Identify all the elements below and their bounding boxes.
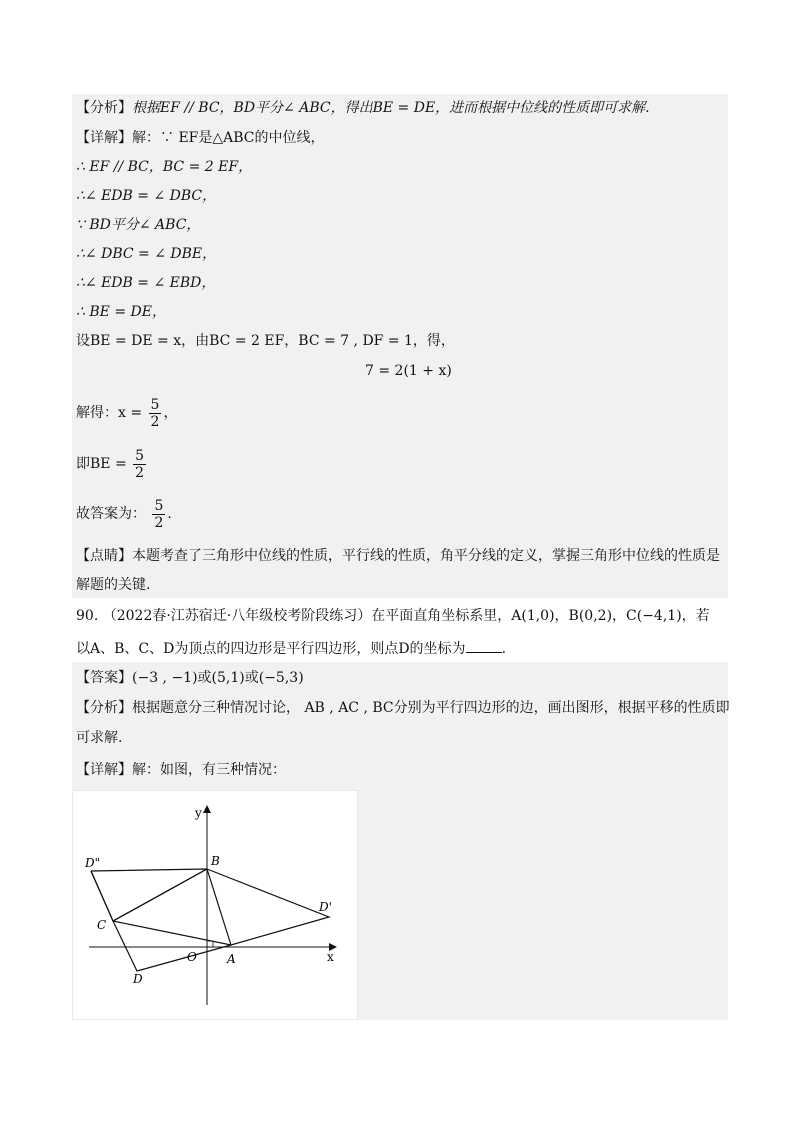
parallelogram-d1 [113, 869, 329, 945]
solve-prefix: 解得：x = [76, 405, 143, 421]
comment-line-1 [76, 546, 720, 566]
be-fraction [133, 448, 146, 481]
answer-prefix: 故答案为： [76, 506, 146, 522]
be-num: 5 [135, 447, 145, 464]
analysis-line [76, 98, 650, 118]
question-number: 90. [76, 608, 99, 624]
be-line [76, 447, 148, 481]
label-d: D [133, 972, 143, 986]
question-90-line-2 [76, 638, 506, 659]
label-b: B [211, 854, 220, 868]
label-c: C [97, 918, 107, 932]
comment-text-1: 本题考查了三角形中位线的性质，平行线的性质，角平分线的定义，掌握三角形中位线的性质是 [132, 548, 720, 564]
parallelogram-d2 [91, 869, 207, 921]
question-text-2-end: . [501, 641, 507, 657]
analysis-90-tag: 【分析】 [76, 700, 132, 716]
answer-fraction [152, 498, 165, 531]
question-90-line-1 [76, 606, 710, 626]
detail-intro: 解：∵ EF是△ABC的中位线， [132, 130, 325, 146]
answer-num: 5 [154, 497, 164, 514]
detail-tag: 【详解】 [76, 130, 132, 146]
proof-step: ∴∠ EDB = ∠ EBD， [76, 275, 216, 291]
solve-line [76, 396, 177, 430]
answer-suffix: . [167, 506, 172, 522]
label-a: A [227, 952, 236, 966]
be-prefix: 即BE = [76, 456, 127, 472]
equation: 7 = 2(1 + x) [365, 363, 452, 379]
analysis-tag: 【分析】 [76, 100, 132, 116]
origin-marker [207, 941, 213, 947]
proof-step: ∵ BD平分∠ ABC， [76, 217, 201, 233]
label-o: O [187, 950, 197, 964]
analysis-90-line-1 [76, 698, 730, 718]
question-text-1: 在平面直角坐标系里，A(1,0)，B(0,2)，C(−4,1)，若 [371, 608, 710, 624]
proof-step: ∴∠ DBC = ∠ DBE， [76, 246, 217, 262]
label-d-double-prime: D" [85, 856, 101, 870]
comment-tag: 【点睛】 [76, 548, 132, 564]
answer-line [76, 497, 172, 531]
comment-line-2: 解题的关键. [76, 577, 151, 593]
answer-text: (−3 , −1)或(5,1)或(−5,3) [132, 670, 304, 686]
be-den: 2 [135, 464, 145, 481]
question-source: （2022春·江苏宿迁·八年级校考阶段练习） [102, 608, 372, 624]
label-y: y [195, 806, 202, 820]
parallelogram-abcd [113, 869, 231, 971]
proof-step: ∴ EF // BC，BC = 2 EF， [76, 159, 253, 175]
solve-suffix: ， [163, 405, 178, 421]
parallelogram-figure [72, 790, 358, 1020]
proof-step: ∴∠ EDB = ∠ DBC， [76, 188, 217, 204]
question-text-2: 以A、B、C、D为顶点的四边形是平行四边形，则点D的坐标为 [76, 641, 466, 657]
label-d-prime: D' [319, 900, 332, 914]
solve-fraction [149, 397, 162, 430]
analysis-90-text-1: 根据题意分三种情况讨论， AB , AC , BC分别为平行四边形的边，画出图形，根据平移的性质即 [132, 700, 730, 716]
coordinate-diagram [73, 791, 357, 1019]
solve-den: 2 [150, 413, 160, 430]
detail-90-tag: 【详解】 [76, 762, 132, 778]
label-x: x [327, 950, 334, 964]
analysis-90-line-2: 可求解. [76, 730, 123, 746]
detail-intro-line [76, 128, 325, 148]
segment-d2-c [91, 871, 113, 921]
detail-90-text: 解：如图，有三种情况： [132, 762, 286, 778]
analysis-text: 根据EF // BC，BD平分∠ ABC，得出BE = DE，进而根据中位线的性质即可求解. [132, 100, 650, 116]
answer-90-line [76, 668, 304, 688]
proof-step: ∴ BE = DE， [76, 304, 166, 320]
answer-blank [466, 638, 502, 653]
proof-step: 设BE = DE = x，由BC = 2 EF，BC = 7 , DF = 1，得， [76, 333, 455, 349]
answer-tag: 【答案】 [76, 670, 132, 686]
answer-den: 2 [154, 514, 164, 531]
detail-90-line [76, 760, 286, 780]
solve-num: 5 [150, 396, 160, 413]
